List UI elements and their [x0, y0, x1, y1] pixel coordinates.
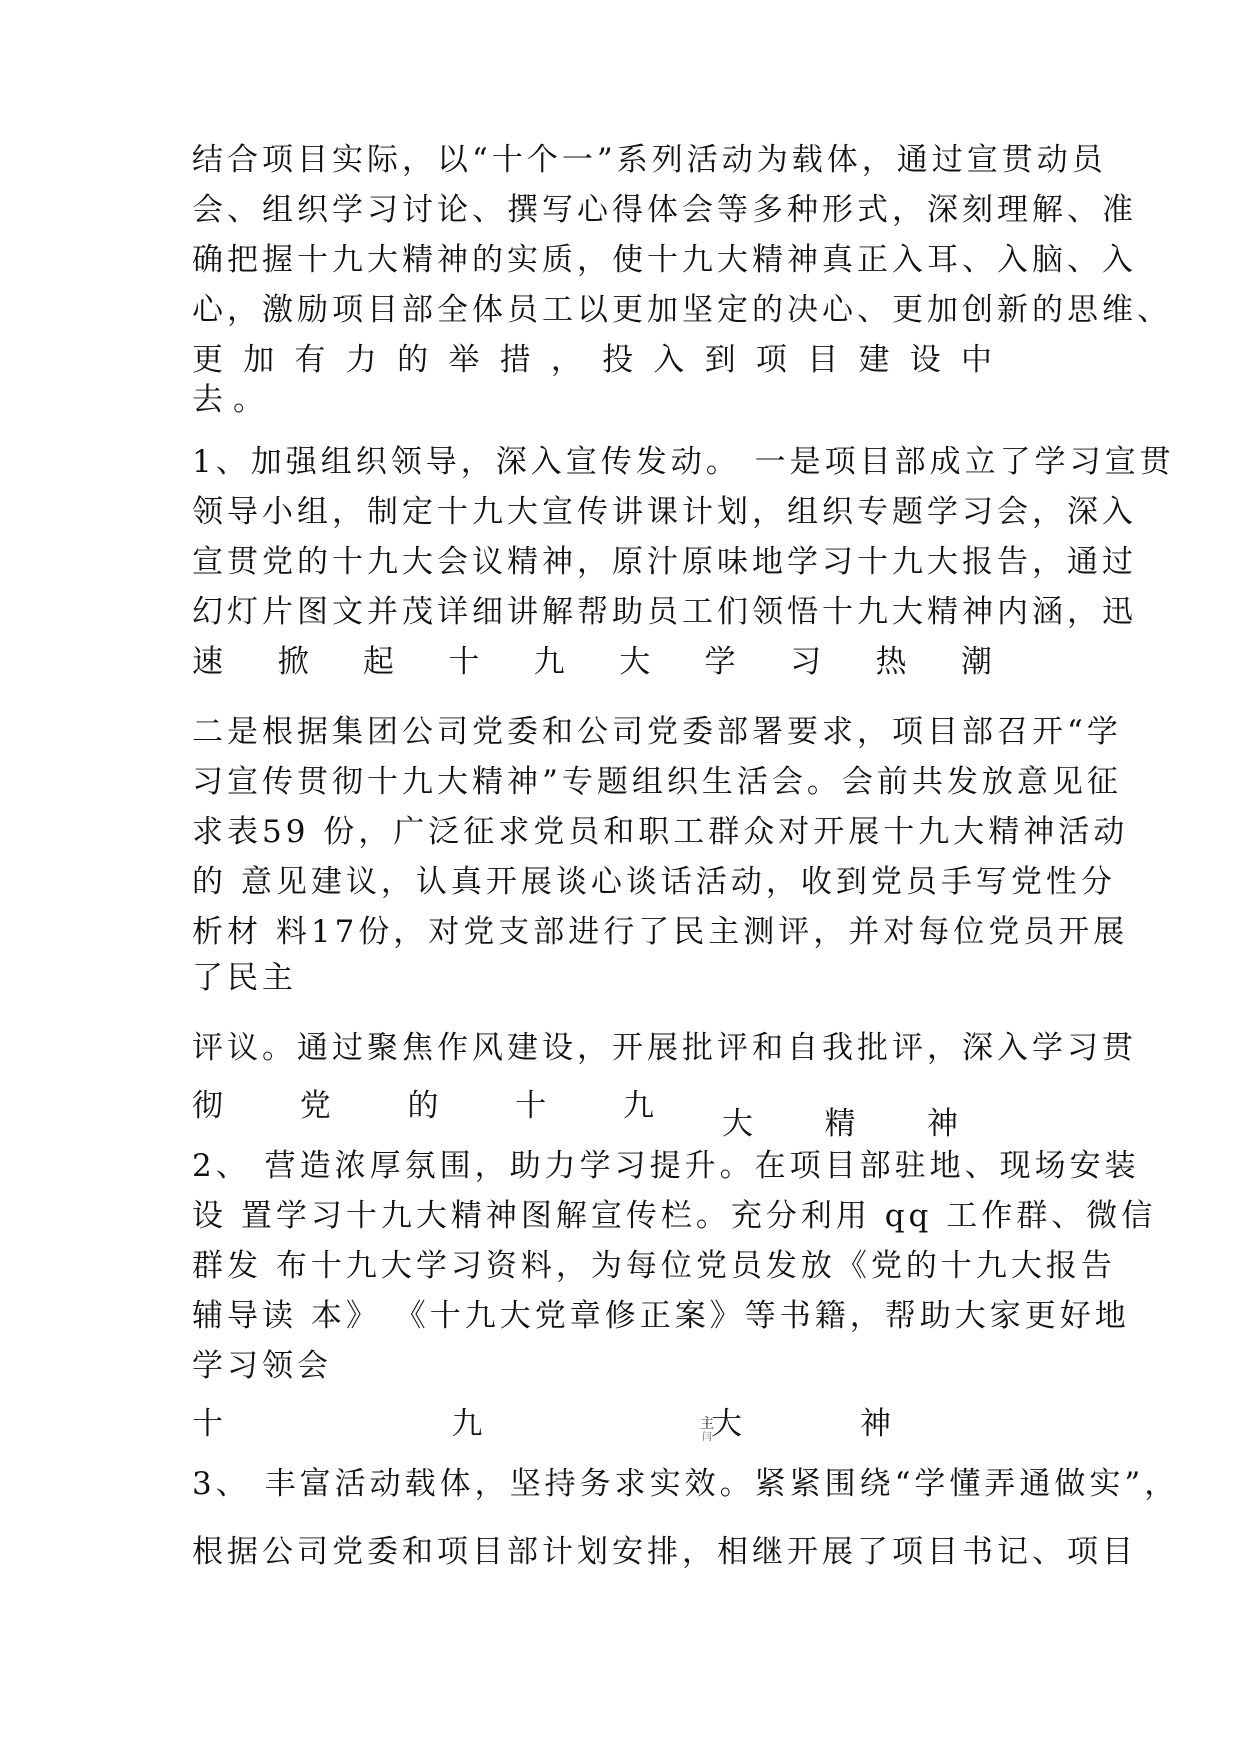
text-line: 3、 丰富活动载体，坚持务求实效。紧紧围绕“学懂弄通做实”， [192, 1466, 1180, 1502]
spread-char: 的 [407, 1088, 439, 1124]
text-line: 学习领会 [192, 1348, 332, 1384]
spread-char: 大 [711, 1406, 742, 1442]
spread-char: 九 [451, 1406, 483, 1442]
text-line-spread [192, 1404, 742, 1444]
spread-char: 入 [653, 342, 685, 378]
text-line: 神 [860, 1406, 895, 1442]
broken-glyph-top: 主 [700, 1416, 714, 1432]
spread-char: 十 [192, 1406, 223, 1442]
text-line: 了民主 [192, 960, 297, 996]
spread-char: 学 [704, 644, 736, 680]
spread-char: 十 [515, 1088, 547, 1124]
spread-char: 措 [499, 342, 531, 378]
spread-char: 更 [192, 342, 223, 378]
spread-char: 掀 [277, 644, 309, 680]
spread-char: 大 [619, 644, 651, 680]
spread-char: 十 [448, 644, 480, 680]
spread-char: 热 [875, 644, 907, 680]
text-line: 去。 [192, 382, 274, 418]
spread-char: 彻 [192, 1088, 223, 1124]
text-line: 辅导读 本》 《十九大党章修正案》等书籍，帮助大家更好地 [192, 1298, 1130, 1334]
text-line: 2、 营造浓厚氛围，助力学习提升。在项目部驻地、现场安装 [192, 1148, 1140, 1184]
text-line: 心，激励项目部全体员工以更加坚定的决心、更加创新的思维、 [192, 292, 1172, 328]
text-line-spread [192, 642, 992, 682]
text-line: 领导小组，制定十九大宣传讲课计划，组织专题学习会，深入 [192, 494, 1137, 530]
spread-char: 中 [960, 342, 992, 378]
spread-char: 力 [345, 342, 377, 378]
text-line: 设 置学习十九大精神图解宣传栏。充分利用 qq 工作群、微信 [192, 1198, 1157, 1234]
text-line: 习宣传贯彻十九大精神”专题组织生活会。会前共发放意见征 [192, 764, 1122, 800]
text-line: 幻灯片图文并茂详细讲解帮助员工们领悟十九大精神内涵，迅 [192, 594, 1137, 630]
text-line: 会、组织学习讨论、撰写心得体会等多种形式，深刻理解、准 [192, 192, 1137, 228]
spread-char: 潮 [960, 644, 992, 680]
spread-char: 投 [602, 342, 634, 378]
spread-char: 加 [243, 342, 275, 378]
spread-char: 有 [294, 342, 326, 378]
spread-char: ， [550, 342, 582, 378]
spread-char: 九 [623, 1088, 654, 1124]
spread-char: 党 [299, 1088, 331, 1124]
text-line: 1、加强组织领导，深入宣传发动。 一是项目部成立了学习宣贯 [192, 444, 1175, 480]
text-line: 确把握十九大精神的实质，使十九大精神真正入耳、入脑、入 [192, 242, 1137, 278]
spread-char: 起 [362, 644, 394, 680]
text-line: 根据公司党委和项目部计划安排，相继开展了项目书记、项目 [192, 1534, 1137, 1570]
text-line: 宣贯党的十九大会议精神，原汁原味地学习十九大报告，通过 [192, 544, 1137, 580]
spread-char: 速 [192, 644, 223, 680]
spread-char: 设 [909, 342, 941, 378]
text-line-spread [192, 1086, 654, 1126]
spread-char: 到 [704, 342, 736, 378]
text-line: 析材 料17份，对党支部进行了民主测评，并对每位党员开展 [192, 914, 1129, 950]
broken-glyph-bottom: 闫 [702, 1432, 712, 1443]
spread-char: 目 [807, 342, 839, 378]
text-line-spread [192, 340, 992, 380]
text-line-spread [722, 1104, 958, 1144]
text-line: 的 意见建议，认真开展谈心谈话活动，收到党员手写党性分 [192, 864, 1116, 900]
spread-char: 神 [927, 1106, 958, 1142]
broken-glyph [700, 1404, 714, 1451]
spread-char: 项 [755, 342, 787, 378]
text-line: 求表59 份，广泛征求党员和职工群众对开展十九大精神活动 [192, 814, 1129, 850]
text-line: 群发 布十九大学习资料，为每位党员发放《党的十九大报告 [192, 1248, 1116, 1284]
spread-char: 举 [448, 342, 480, 378]
spread-char: 大 [722, 1106, 753, 1142]
spread-char: 的 [397, 342, 429, 378]
text-line: 二是根据集团公司党委和公司党委部署要求，项目部召开“学 [192, 714, 1122, 750]
spread-char: 精 [824, 1106, 856, 1142]
spread-char: 九 [533, 644, 565, 680]
text-line: 结合项目实际，以“十个一”系列活动为载体，通过宣贯动员 [192, 142, 1107, 178]
spread-char: 习 [790, 644, 822, 680]
text-line: 评议。通过聚焦作风建设，开展批评和自我批评，深入学习贯 [192, 1030, 1137, 1066]
spread-char: 建 [858, 342, 890, 378]
